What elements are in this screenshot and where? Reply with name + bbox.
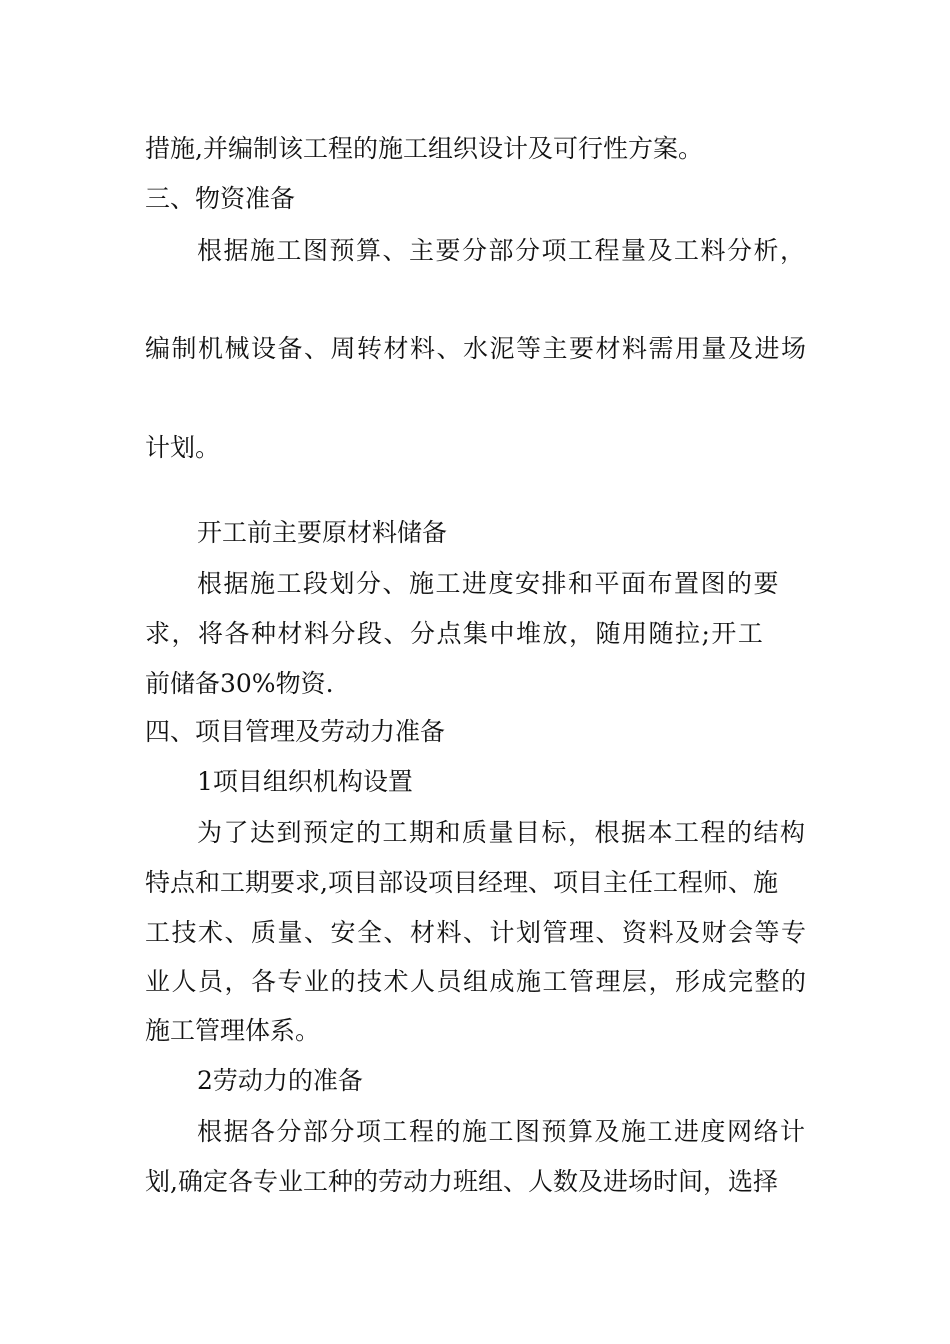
paragraph-line: 根据施工段划分、施工进度安排和平面布置图的要 [197, 569, 781, 598]
paragraph-line: 措施,并编制该工程的施工组织设计及可行性方案。 [145, 134, 703, 163]
paragraph-line: 前储备30%物资. [145, 669, 334, 698]
paragraph-line: 根据施工图预算、主要分部分项工程量及工料分析， [197, 236, 807, 265]
subsection-heading: 2劳动力的准备 [197, 1066, 363, 1095]
paragraph-line: 计划。 [145, 433, 221, 462]
paragraph-line: 求，将各种材料分段、分点集中堆放，随用随拉;开工 [145, 619, 765, 648]
paragraph-line: 根据各分部分项工程的施工图预算及施工进度网络计 [197, 1117, 807, 1146]
paragraph-line: 业人员，各专业的技术人员组成施工管理层，形成完整的 [145, 967, 808, 996]
subsection-heading: 开工前主要原材料储备 [197, 518, 448, 547]
paragraph-line: 工技术、质量、安全、材料、计划管理、资料及财会等专 [145, 918, 808, 947]
section-heading: 四、项目管理及劳动力准备 [145, 717, 446, 746]
section-heading: 三、物资准备 [145, 184, 296, 213]
paragraph-line: 特点和工期要求,项目部设项目经理、项目主任工程师、施 [145, 868, 778, 897]
paragraph-line: 施工管理体系。 [145, 1016, 321, 1045]
paragraph-line: 为了达到预定的工期和质量目标，根据本工程的结构 [197, 818, 807, 847]
paragraph-line: 划,确定各专业工种的劳动力班组、人数及进场时间，选择 [145, 1167, 778, 1196]
paragraph-line: 编制机械设备、周转材料、水泥等主要材料需用量及进场 [145, 334, 808, 363]
subsection-heading: 1项目组织机构设置 [197, 767, 413, 796]
